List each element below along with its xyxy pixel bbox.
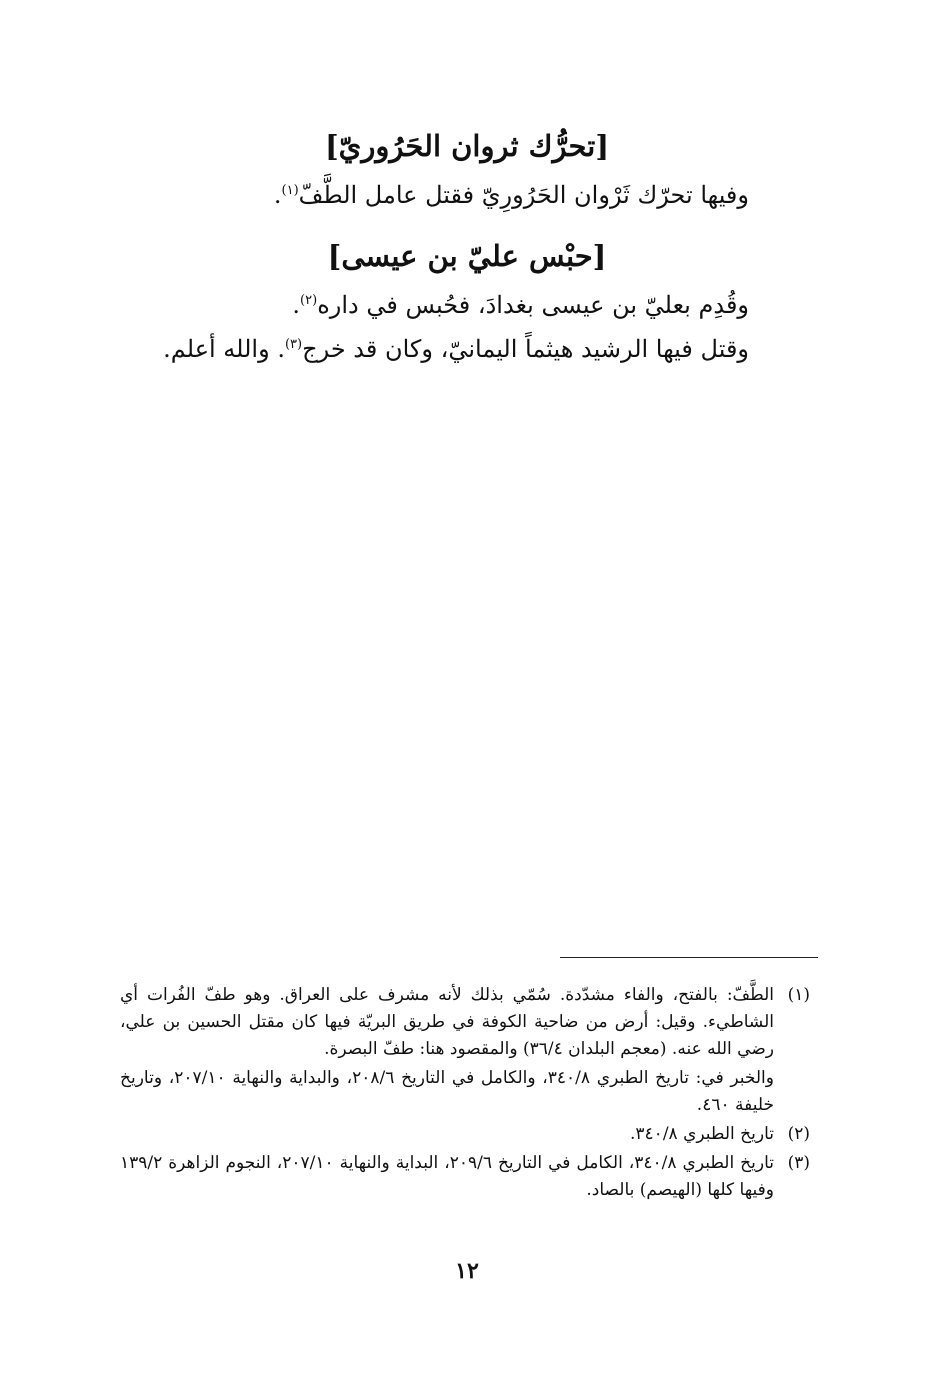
paragraph-end: . — [273, 181, 282, 209]
footnote-number: (١) — [787, 985, 810, 1005]
footnote-text: الطَّفّ: بالفتح، والفاء مشدّدة. سُمّي بذلك لأنه مشرف على العراق. وهو طفّ الفُرات أي الشاطيء. وقيل: أرض من ضاحية الكوفة في طريق البريّة فيها كان مقتل الحسين بن علي، رضي الله عنه. (معجم البلدان ٣٦/٤) والمقصود هنا: طفّ البصرة. — [120, 985, 774, 1059]
footnote-text: والخبر في: تاريخ الطبري ٣٤٠/٨، والكامل في التاريخ ٢٠٨/٦، والبداية والنهاية ٢٠٧/١٠، وتاريخ خليفة ٤٦٠. — [120, 1068, 774, 1115]
footnote-3 — [120, 1150, 810, 1204]
footnote-ref-2[interactable]: (٢) — [300, 293, 318, 308]
paragraph-text: وقُدِم بعليّ بن عيسى بغدادَ، فحُبس في داره — [317, 291, 749, 319]
paragraph-text: وفيها تحرّك ثَرْوان الحَرُورِيّ فقتل عامل الطَّفّ — [298, 181, 749, 209]
footnote-number: (٢) — [787, 1124, 810, 1144]
section-heading-ali-bin-isa: [حبْس عليّ بن عيسى] — [327, 239, 607, 273]
section-heading-tharwan: [تحرُّك ثروان الحَرُوريّ] — [324, 129, 610, 163]
paragraph-end: . والله أعلم. — [163, 335, 285, 363]
paragraph-text: وقتل فيها الرشيد هيثماً اليمانيّ، وكان قد خرج — [302, 335, 749, 363]
footnote-number: (٣) — [787, 1153, 810, 1173]
paragraph-tharwan — [169, 178, 749, 212]
footnote-ref-3[interactable]: (٣) — [284, 337, 303, 352]
page-number: ١٢ — [455, 1258, 479, 1284]
footnote-text: تاريخ الطبري ٣٤٠/٨، الكامل في التاريخ ٢٠٩/٦، البداية والنهاية ٢٠٧/١٠، النجوم الزاهرة ١٣٩/٢ وفيها كلها (الهيصم) بالصاد. — [120, 1153, 774, 1200]
paragraph-end: . — [292, 291, 301, 319]
paragraph-haytham — [163, 332, 749, 366]
footnote-separator — [560, 957, 818, 958]
footnote-1 — [120, 982, 810, 1119]
footnote-ref-1[interactable]: (١) — [281, 183, 299, 198]
paragraph-ali-bin-isa — [169, 288, 749, 322]
footnote-text: تاريخ الطبري ٣٤٠/٨. — [630, 1124, 774, 1144]
footnote-2 — [120, 1121, 810, 1148]
footnotes — [120, 982, 810, 1206]
